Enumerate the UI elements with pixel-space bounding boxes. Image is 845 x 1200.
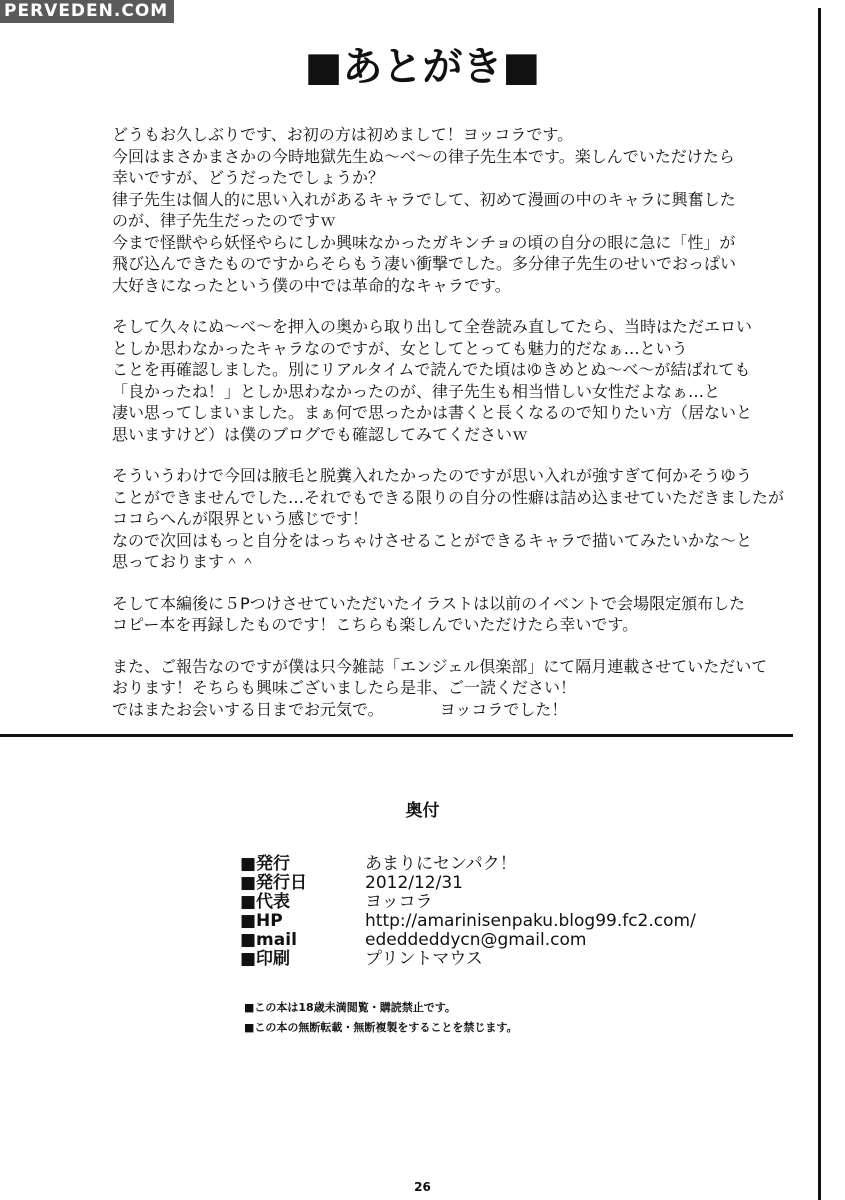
site-watermark: PERVEDEN.COM [0,0,174,23]
colophon-label: ■発行 [240,854,291,874]
afterword-line: 幸いですが、どうだったでしょうか？ [112,168,385,187]
afterword-title: ■あとがき■ [304,44,541,90]
afterword-line: 今まで怪獣やら妖怪やらにしか興味なかったガキンチョの頃の自分の眼に急に「性」が [112,232,736,252]
afterword-line: また、ご報告なのですが僕は只今雑誌「エンジェル倶楽部」にて隔月連載させていただいて [112,656,768,676]
afterword-line: 思いますけど）は僕のブログでも確認してみてくださいｗ [112,424,529,444]
afterword-line: 思っております＾＾ [112,552,257,571]
colophon-title: 奥付 [405,801,440,821]
colophon-value: 2012/12/31 [365,873,463,893]
section-divider [0,734,793,737]
colophon-label: ■発行日 [240,873,308,893]
afterword-line: ことができませんでした…それでもできる限りの自分の性癖は詰め込ませていただきましたが [112,487,785,507]
colophon-value: ededdeddycn@gmail.com [365,930,587,950]
afterword-paragraph [112,124,812,296]
colophon-label: ■HP [240,911,283,931]
afterword-line: ではまたお会いする日までお元気で。 ヨッコラでした！ [112,699,568,719]
age-restriction-notice: ■この本は18歳未満閲覧・購読禁止です。 [244,1001,456,1014]
colophon-value: プリントマウス [365,949,483,969]
afterword-line: ココらへんが限界という感じです！ [112,509,369,528]
colophon-value: ヨッコラ [365,892,433,912]
page-number: 26 [414,1180,431,1194]
colophon-value: http://amarinisenpaku.blog99.fc2.com/ [365,911,696,931]
afterword-line: そして本編後に５Pつけさせていただいたイラストは以前のイベントで会場限定頒布した [112,593,746,613]
colophon-label: ■mail [240,930,297,950]
afterword-line: としか思わなかったキャラなのですが、女としてとっても魅力的だなぁ…という [112,338,688,358]
afterword-line: コピー本を再録したものです！こちらも楽しんでいただけたら幸いです。 [112,615,639,634]
afterword-line: 今回はまさかまさかの今時地獄先生ぬ～べ～の律子先生本です。楽しんでいただけたら [112,146,735,166]
afterword-line: 大好きになったという僕の中では革命的なキャラです。 [112,275,511,295]
legal-notices [244,998,518,1038]
afterword-line: 凄い思ってしまいました。まぁ何で思ったかは書くと長くなるので知りたい方（居ないと [112,403,753,422]
afterword-line: どうもお久しぶりです、お初の方は初めまして！ヨッコラです。 [112,125,574,144]
colophon-value: あまりにセンパク！ [365,854,517,874]
colophon-label: ■代表 [240,892,291,912]
right-margin-rule [818,8,821,1200]
afterword-line: 律子先生は個人的に思い入れがあるキャラでして、初めて漫画の中のキャラに興奮した [112,189,736,209]
afterword-paragraph [112,316,812,445]
afterword-line: なので次回はもっと自分をはっちゃけさせることができるキャラで描いてみたいかな～と [112,530,753,550]
afterword-line: ことを再確認しました。別にリアルタイムで読んでた頃はゆきめとぬ～べ～が結ばれても [112,360,751,379]
afterword-paragraph [112,656,812,721]
afterword-line: 飛び込んできたものですからそらもう凄い衝撃でした。多分律子先生のせいでおっぱい [112,254,737,273]
afterword-line: そういうわけで今回は腋毛と脱糞入れたかったのですが思い入れが強すぎて何かそうゆう [112,466,753,485]
afterword-line: おります！そちらも興味ございましたら是非、ご一読ください！ [112,678,577,697]
afterword-paragraph [112,593,812,636]
afterword-line: のが、律子先生だったのですｗ [112,211,337,230]
colophon-label: ■印刷 [240,949,291,969]
copyright-notice: ■この本の無断転載・無断複製をすることを禁じます。 [244,1021,518,1034]
afterword-line: そして久々にぬ～べ～を押入の奥から取り出して全巻読み直してたら、当時はただエロい [112,317,753,336]
afterword-body [112,124,812,740]
afterword-paragraph [112,465,812,573]
afterword-line: 「良かったね！」としか思わなかったのが、律子先生も相当惜しい女性だよなぁ…と [112,381,721,401]
